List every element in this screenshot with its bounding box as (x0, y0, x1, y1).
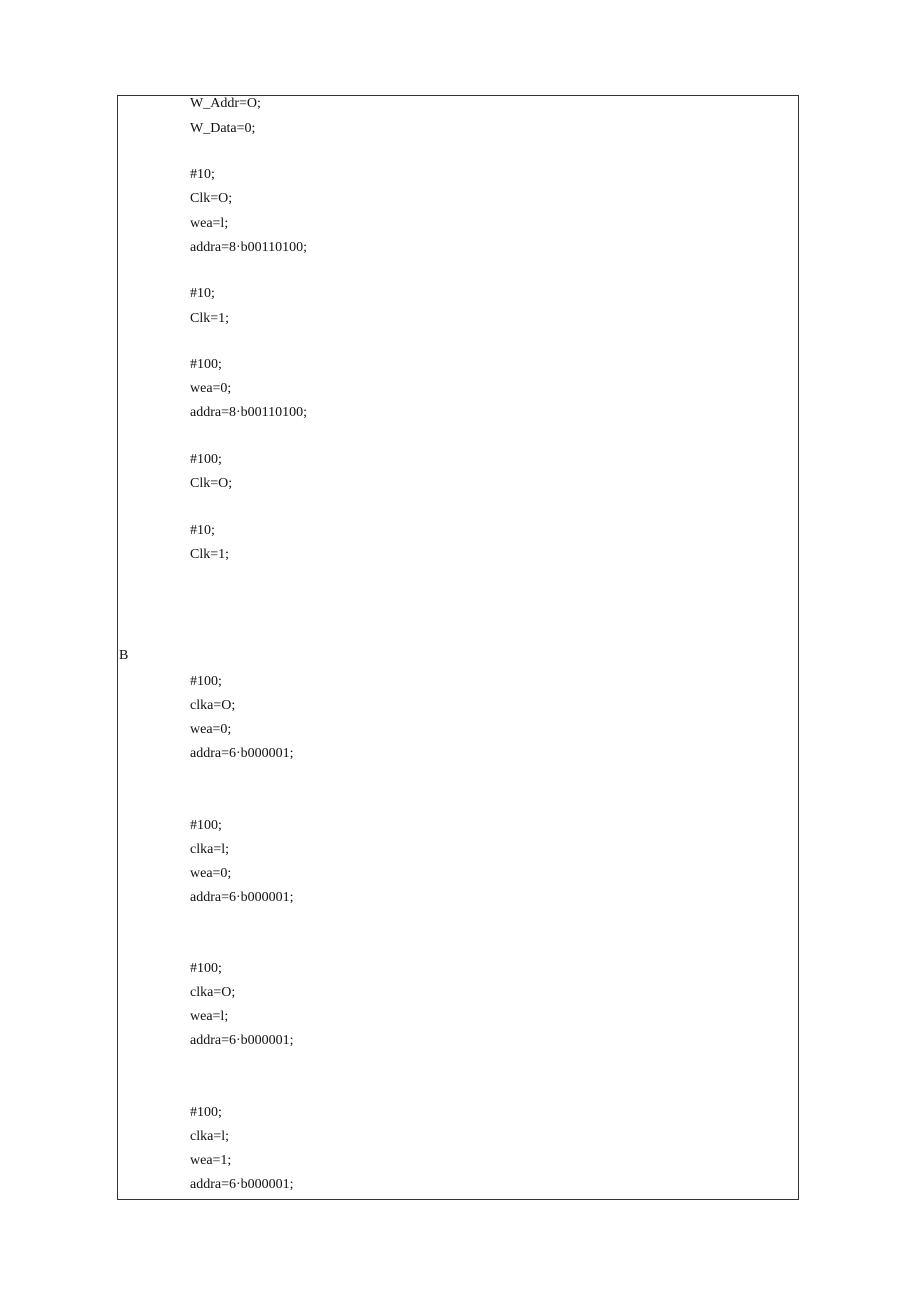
code-line: wea=l; (190, 216, 229, 231)
code-line: addra=8·b00110100; (190, 240, 308, 255)
code-line: #100; (190, 674, 222, 689)
code-line: #100; (190, 452, 222, 467)
code-line: #100; (190, 818, 222, 833)
code-line: Clk=1; (190, 311, 230, 326)
code-line: #100; (190, 1105, 222, 1120)
code-line: #10; (190, 286, 215, 301)
code-line: wea=1; (190, 1153, 232, 1168)
code-line: #10; (190, 167, 215, 182)
code-line: W_Data=0; (190, 121, 256, 136)
code-line: clka=l; (190, 1129, 229, 1144)
section-label: B (119, 648, 129, 663)
code-line: Clk=1; (190, 547, 230, 562)
code-line: Clk=O; (190, 476, 233, 491)
code-line: wea=0; (190, 381, 232, 396)
code-line: wea=0; (190, 866, 232, 881)
code-line: clka=O; (190, 698, 236, 713)
code-line: addra=6·b000001; (190, 890, 294, 905)
code-line: #100; (190, 357, 222, 372)
code-line: clka=l; (190, 842, 229, 857)
code-line: addra=6·b000001; (190, 1177, 294, 1192)
code-line: addra=8·b00110100; (190, 405, 308, 420)
code-line: wea=0; (190, 722, 232, 737)
code-line: #10; (190, 523, 215, 538)
code-line: #100; (190, 961, 222, 976)
code-line: addra=6·b000001; (190, 1033, 294, 1048)
code-line: addra=6·b000001; (190, 746, 294, 761)
code-line: W_Addr=O; (190, 96, 261, 111)
code-line: Clk=O; (190, 191, 233, 206)
code-line: clka=O; (190, 985, 236, 1000)
code-line: wea=l; (190, 1009, 229, 1024)
